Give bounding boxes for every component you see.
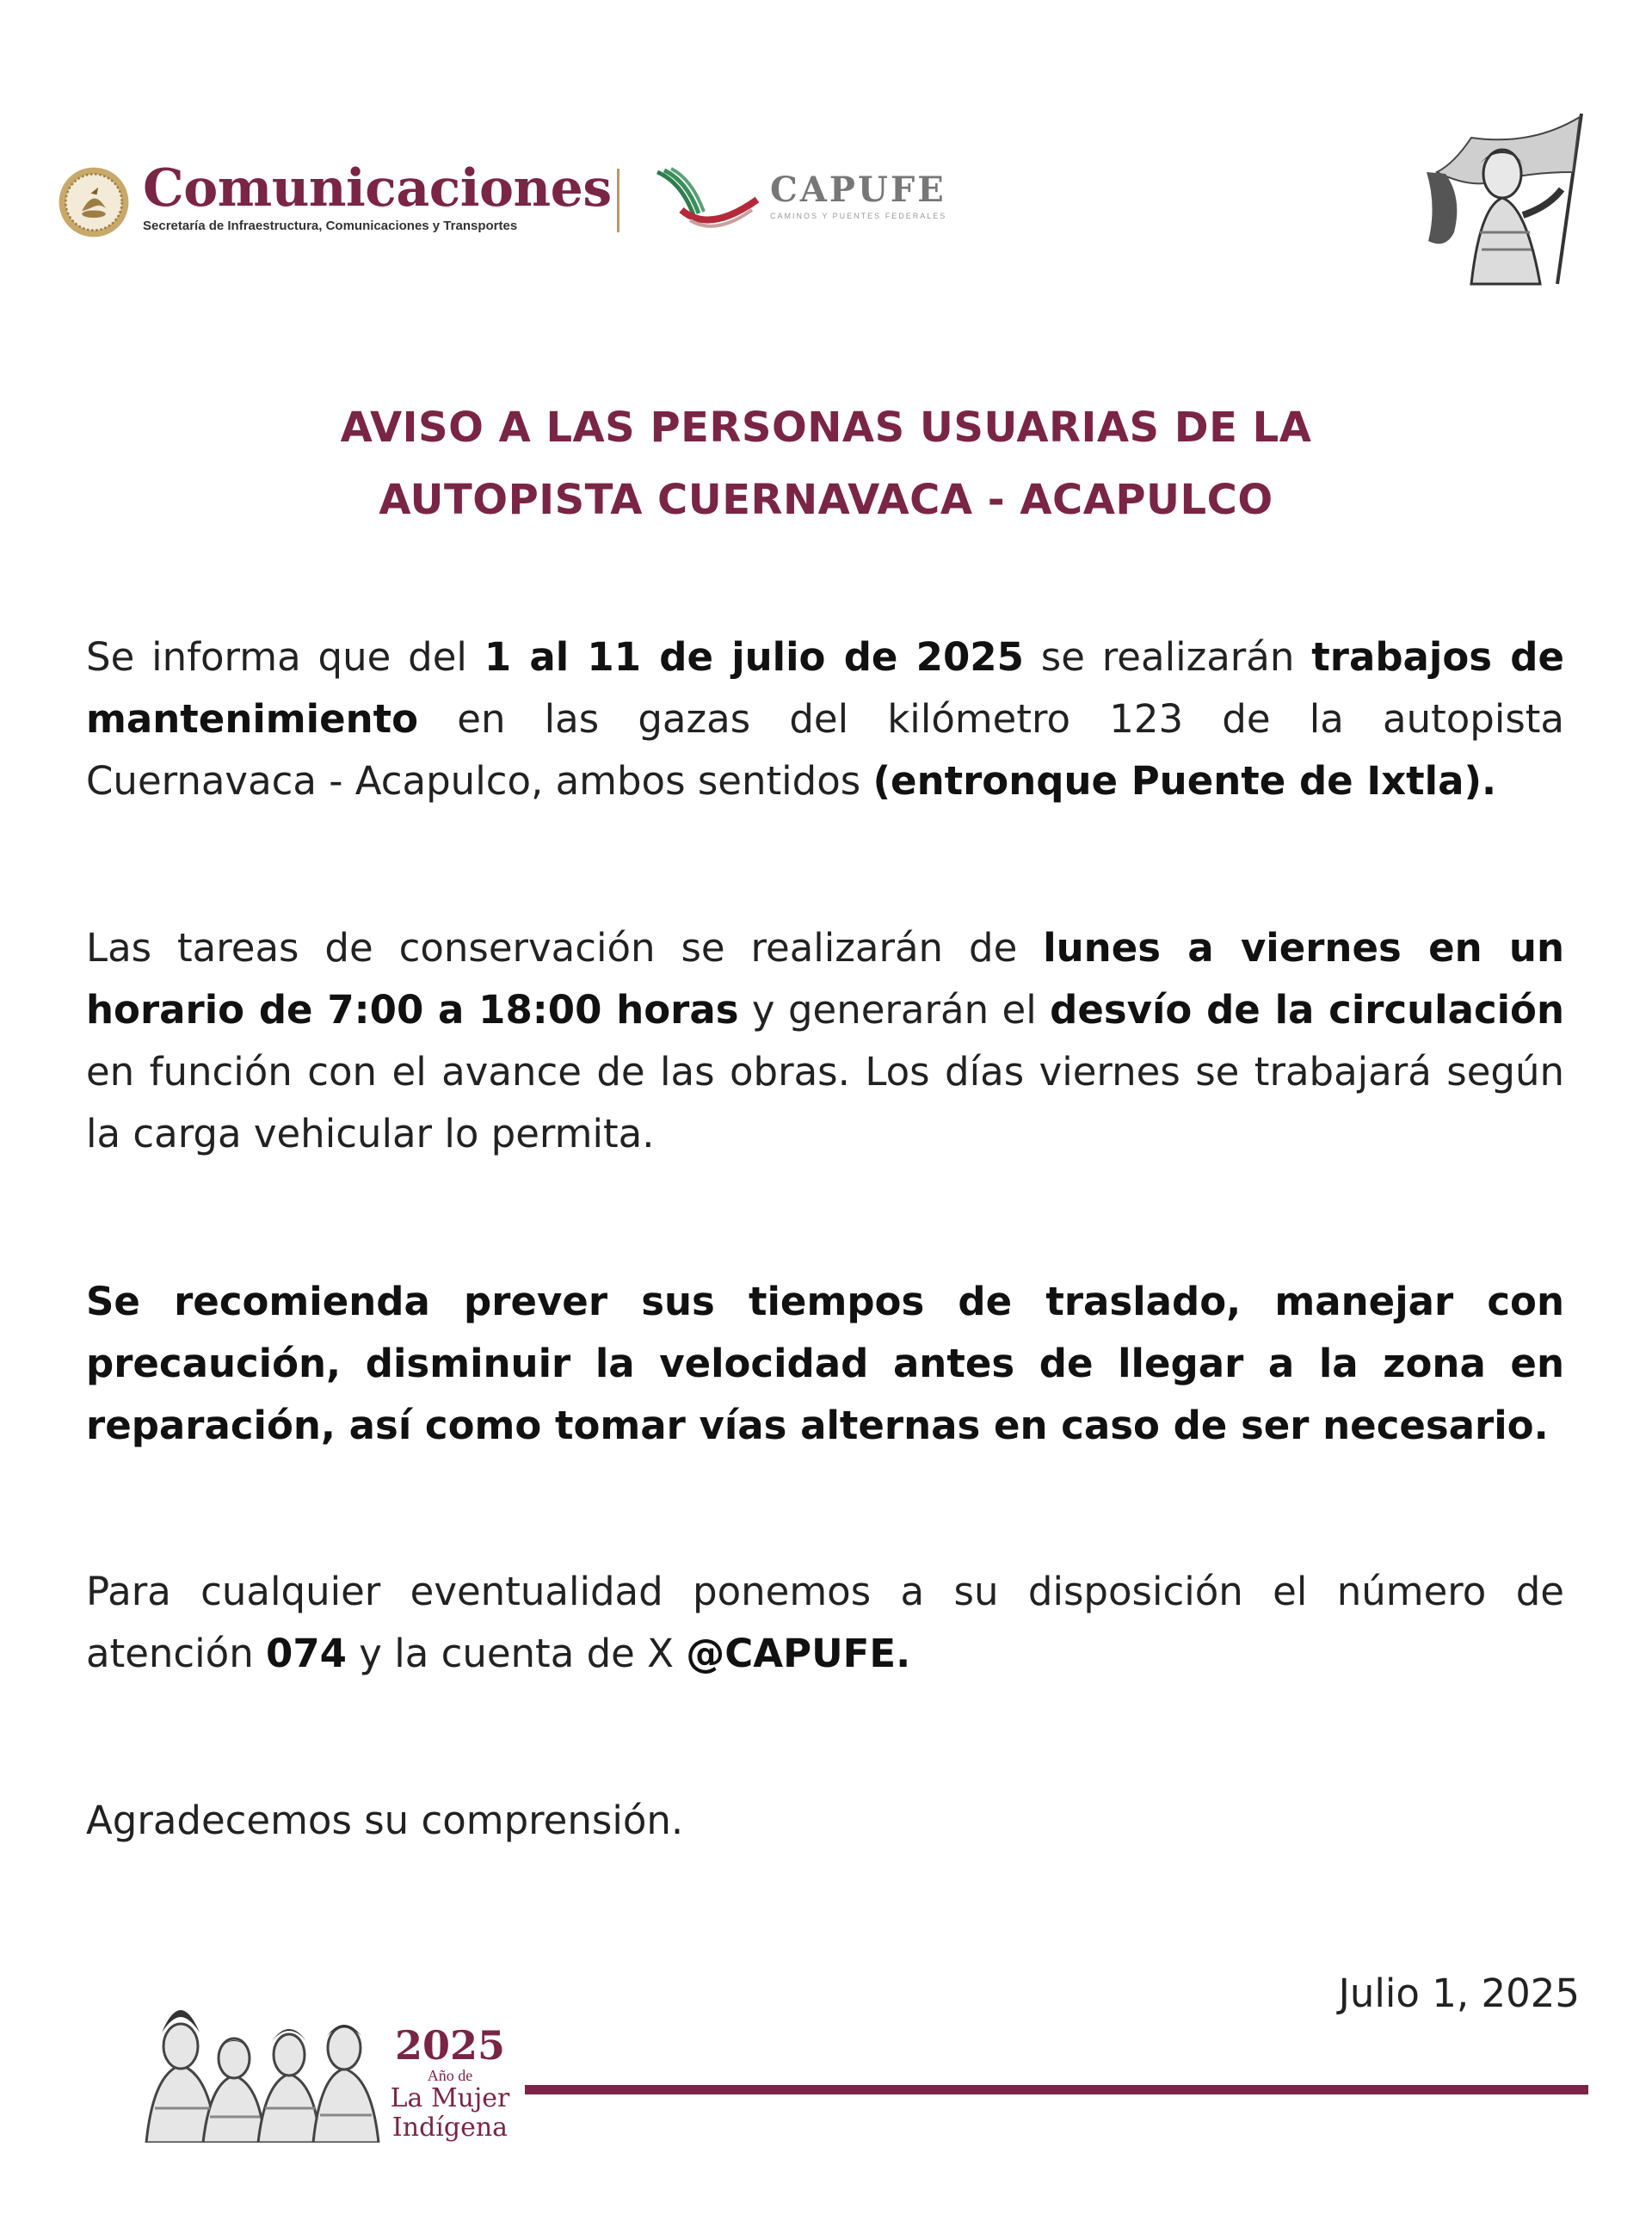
p1-text-2: se realizarán (1023, 634, 1312, 680)
coat-of-arms-icon (57, 165, 131, 239)
paragraph-schedule (86, 626, 1564, 812)
brand-block (143, 160, 612, 233)
notice-date: Julio 1, 2025 (1338, 1971, 1580, 2016)
footer-divider (525, 2085, 1588, 2094)
p2-detour: desvío de la circulación (1050, 987, 1564, 1033)
p1-text-1: Se informa que del (86, 634, 484, 680)
p1-text-3: en las gazas del kilómetro 123 de la autopista Cuernavaca - Acapulco, ambos sentidos (86, 696, 1564, 804)
paragraph-recommendation: Se recomienda prever sus tiempos de traslado, manejar con precaución, disminuir la velocidad antes de llegar a la zona en reparación, así como tomar vías alternas en caso de ser necesario. (86, 1279, 1564, 1448)
year-caption: Año de (427, 2067, 473, 2084)
p2-text-2: y generarán el (738, 987, 1051, 1033)
header (0, 0, 1652, 344)
paragraph-hours (86, 917, 1564, 1165)
capufe-subtitle: CAMINOS Y PUENTES FEDERALES (770, 212, 947, 220)
title-line-2: AUTOPISTA CUERNAVACA - ACAPULCO (379, 476, 1273, 524)
capufe-block (770, 170, 946, 220)
p4-text-2: y la cuenta de X (346, 1631, 687, 1676)
capufe-name: CAPUFE (770, 170, 946, 210)
year-number: 2025 (394, 2022, 506, 2069)
paragraph-thanks: Agradecemos su comprensión. (86, 1798, 684, 1843)
year-name-line-1: La Mujer (390, 2083, 510, 2113)
heroine-flag-illustration-icon (1420, 112, 1592, 288)
capufe-logo-icon (656, 167, 759, 234)
brand-name: Comunicaciones (143, 158, 612, 219)
p2-hours: lunes a viernes en un horario de 7:00 a 18:00 horas (86, 925, 1564, 1033)
title-line-1: AVISO A LAS PERSONAS USUARIAS DE LA (340, 404, 1312, 452)
p4-account: @CAPUFE. (686, 1631, 911, 1676)
p1-works: trabajos de mantenimiento (86, 634, 1564, 742)
brand-subtitle: Secretaría de Infraestructura, Comunicaciones y Transportes (143, 219, 518, 233)
p1-dates: 1 al 11 de julio de 2025 (484, 634, 1024, 680)
p1-junction: (entronque Puente de Ixtla). (872, 758, 1497, 804)
header-divider (617, 169, 620, 232)
paragraph-contact (86, 1561, 1564, 1685)
p4-text-1: Para cualquier eventualidad ponemos a su disposición el número de atención (86, 1569, 1564, 1676)
p4-phone: 074 (266, 1631, 347, 1676)
year-name-line-2: Indígena (391, 2113, 509, 2143)
year-of-indigenous-woman-badge (385, 2024, 515, 2143)
notice-title (138, 392, 1514, 536)
p2-text-1: Las tareas de conservación se realizarán de (86, 925, 1044, 971)
indigenous-women-illustration-icon (138, 1979, 387, 2143)
p2-text-3: en función con el avance de las obras. Los días viernes se trabajará según la carga vehicular lo permita. (86, 1049, 1564, 1157)
